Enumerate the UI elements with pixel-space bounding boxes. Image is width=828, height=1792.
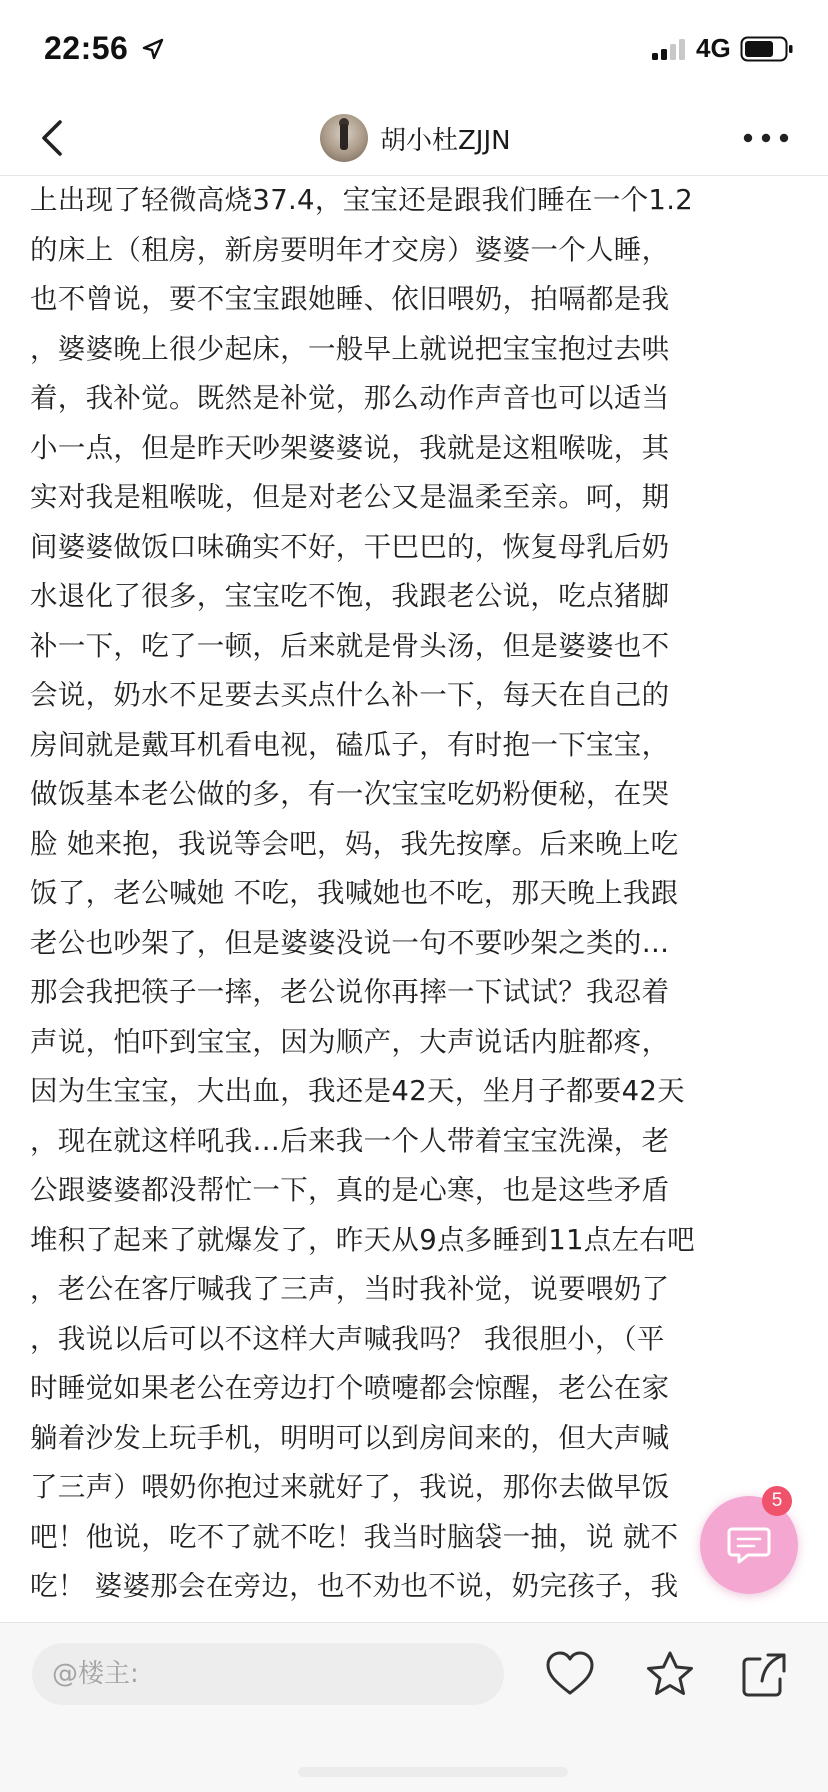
- comment-input[interactable]: [32, 1643, 504, 1705]
- post-text-line: ，我说以后可以不这样大声喊我吗？ 我很胆小，（平: [30, 1322, 665, 1355]
- author-avatar[interactable]: [320, 114, 368, 162]
- post-text-line: ，现在就这样吼我…后来我一个人带着宝宝洗澡，老: [30, 1124, 670, 1157]
- location-arrow-icon: [142, 38, 164, 60]
- nav-bar: [0, 100, 828, 176]
- post-text-line: 老公也吵架了，但是婆婆没说一句不要吵架之类的…: [30, 926, 670, 959]
- network-type: 4G: [696, 33, 731, 63]
- post-text-line: 房间就是戴耳机看电视，磕瓜子，有时抱一下宝宝，: [30, 728, 670, 761]
- post-text-line: 也不曾说，要不宝宝跟她睡、依旧喂奶，拍嗝都是我: [30, 283, 670, 315]
- post-text-line: 小一点，但是昨天吵架婆婆说，我就是这粗喉咙，其: [30, 431, 670, 464]
- post-text-line: 因为生宝宝，大出血，我还是42天，坐月子都要42天: [30, 1075, 685, 1107]
- post-body: [30, 176, 800, 1612]
- post-text-line: 脸 她来抱，我说等会吧，妈，我先按摩。后来晚上吃: [30, 827, 679, 860]
- signal-strength-icon: [650, 38, 690, 60]
- post-text-line: 会说，奶水不足要去买点什么补一下，每天在自己的: [30, 679, 670, 711]
- post-text-line: 躺着沙发上玩手机，明明可以到房间来的，但大声喊: [30, 1421, 670, 1454]
- post-text-line: 那会我把筷子一摔，老公说你再摔一下试试？我忍着: [30, 976, 670, 1008]
- back-button[interactable]: [30, 108, 80, 168]
- unread-badge: 5: [762, 1486, 792, 1516]
- post-text-line: 公跟婆婆都没帮忙一下，真的是心寒，也是这些矛盾: [30, 1174, 670, 1206]
- post-text-line: ，老公在客厅喊我了三声，当时我补觉，说要喂奶了: [30, 1273, 670, 1305]
- comment-bubble-icon: [726, 1525, 772, 1565]
- status-bar: [0, 0, 828, 100]
- post-text-line: 上出现了轻微高烧37.4，宝宝还是跟我们睡在一个1.2: [30, 184, 694, 216]
- post-text-line: 着，我补觉。既然是补觉，那么动作声音也可以适当: [30, 382, 670, 414]
- post-text-line: 吃！ 婆婆那会在旁边，也不劝也不说，奶完孩子，我: [30, 1570, 679, 1602]
- author-name[interactable]: 胡小杜ZJJN: [380, 125, 511, 156]
- post-text-line: 声说，怕吓到宝宝，因为顺产，大声说话内脏都疼，: [30, 1025, 670, 1058]
- post-text-line: 的床上（租房，新房要明年才交房）婆婆一个人睡，: [30, 233, 670, 266]
- home-indicator: [298, 1767, 568, 1777]
- post-text-line: 时睡觉如果老公在旁边打个喷嚏都会惊醒，老公在家: [30, 1372, 670, 1404]
- post-text-line: 补一下，吃了一顿，后来就是骨头汤，但是婆婆也不: [30, 629, 670, 662]
- share-icon[interactable]: [738, 1649, 790, 1701]
- post-text-line: 实对我是粗喉咙，但是对老公又是温柔至亲。呵，期: [30, 481, 670, 513]
- battery-icon: [740, 36, 794, 62]
- post-content: [30, 176, 800, 1622]
- post-text-line: 饭了，老公喊她 不吃，我喊她也不吃，那天晚上我跟: [30, 877, 679, 909]
- post-text-line: 间婆婆做饭口味确实不好，干巴巴的，恢复母乳后奶: [30, 530, 670, 563]
- post-text-line: 了三声）喂奶你抱过来就好了，我说，那你去做早饭: [30, 1471, 670, 1503]
- bottom-action-bar: [0, 1622, 828, 1792]
- post-text-line: 堆积了起来了就爆发了，昨天从9点多睡到11点左右吧: [30, 1223, 695, 1256]
- post-text-line: 水退化了很多，宝宝吃不饱，我跟老公说，吃点猪脚: [30, 580, 670, 612]
- more-options-button[interactable]: [736, 120, 796, 156]
- status-time: 22:56: [44, 30, 129, 66]
- post-text-line: 吧！他说，吃不了就不吃！我当时脑袋一抽，说 就不: [30, 1520, 679, 1553]
- author-header[interactable]: [320, 106, 511, 170]
- post-text-line: ，婆婆晚上很少起床，一般早上就说把宝宝抱过去哄: [30, 332, 670, 365]
- post-text-line: 做饭基本老公做的多，有一次宝宝吃奶粉便秘，在哭: [30, 778, 670, 810]
- star-icon[interactable]: [644, 1649, 696, 1701]
- heart-icon[interactable]: [544, 1649, 596, 1701]
